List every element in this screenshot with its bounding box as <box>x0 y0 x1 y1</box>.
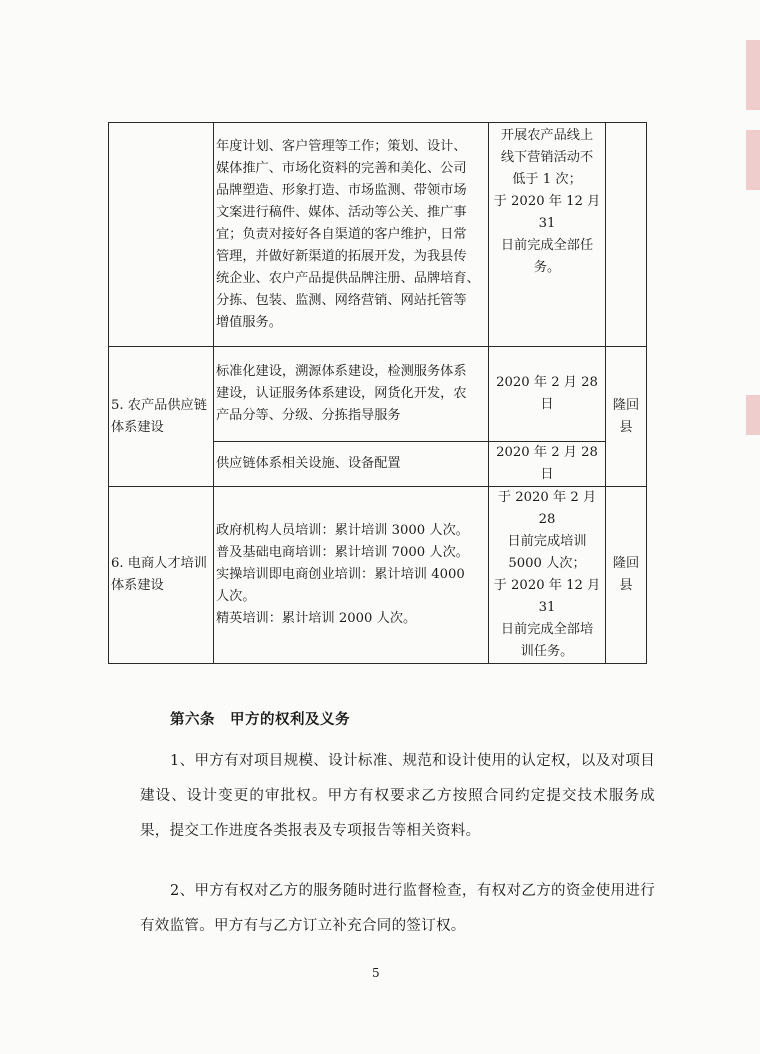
table-row <box>109 123 647 347</box>
item-name-cell <box>109 123 214 347</box>
place-cell <box>606 123 647 347</box>
stamp-fragment <box>746 130 760 190</box>
paragraph: 1、甲方有对项目规模、设计标准、规范和设计使用的认定权，以及对项目建设、设计变更的审批权。甲方有权要求乙方按照合同约定提交技术服务成果，提交工作进度各类报表及专项报告等相关资料。 <box>140 753 655 839</box>
content-cell: 标准化建设，溯源体系建设，检测服务体系 建设，认证服务体系建设，网货化开发，农 产品分等、分级、分拣指导服务 <box>214 347 489 442</box>
time-cell: 2020 年 2 月 28 日 <box>489 347 606 442</box>
section-title: 第六条 甲方的权利及义务 <box>170 711 350 728</box>
time-cell: 2020 年 2 月 28 日 <box>489 442 606 487</box>
item-name-cell: 5. 农产品供应链体系建设 <box>109 347 214 487</box>
place-cell: 隆回县 <box>606 347 647 487</box>
time-cell: 开展农产品线上 线下营销活动不 低于 1 次； 于 2020 年 12 月 31 日前完成全部任 务。 <box>489 123 606 347</box>
stamp-fragment <box>746 40 760 110</box>
task-schedule-table <box>108 122 647 664</box>
table-row <box>109 487 647 664</box>
paragraph: 2、甲方有权对乙方的服务随时进行监督检查，有权对乙方的资金使用进行有效监管。甲方有与乙方订立补充合同的签订权。 <box>140 883 655 934</box>
table-row <box>109 347 647 442</box>
page-number: 5 <box>372 966 380 980</box>
content-cell: 政府机构人员培训：累计培训 3000 人次。 普及基础电商培训：累计培训 7000 人次。 实操培训即电商创业培训：累计培训 4000 人次。 精英培训：累计培训 2000 人次。 <box>214 487 489 664</box>
time-cell: 于 2020 年 2 月 28 日前完成培训 5000 人次； 于 2020 年 12 月 31 日前完成全部培 训任务。 <box>489 487 606 664</box>
item-name-cell: 6. 电商人才培训体系建设 <box>109 487 214 664</box>
stamp-fragment <box>746 395 760 435</box>
content-cell: 供应链体系相关设施、设备配置 <box>214 442 489 487</box>
place-cell: 隆回县 <box>606 487 647 664</box>
content-cell: 年度计划、客户管理等工作；策划、设计、 媒体推广、市场化资料的完善和美化、公司 品牌塑造、形象打造、市场监测、带领市场 文案进行稿件、媒体、活动等公关、推广事 宜；负责对接好各自渠道的客户维护，日常 管理，并做好新渠道的拓展开发，为我县传 统企业、农户产品提供品牌注册、品牌培育、 分拣、包装、监测、网络营销、网站托管等 增值服务。 <box>214 123 489 347</box>
